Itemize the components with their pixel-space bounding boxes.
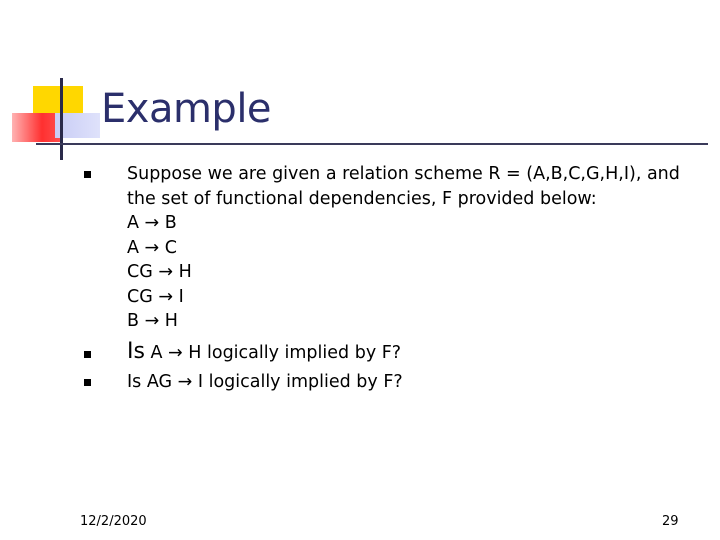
dependency-line: B → H [127,311,178,331]
dependency-line: A → C [127,237,177,258]
bullet-item-question-a-h [84,340,704,366]
slide-title: Example [101,86,272,132]
bullet-list [84,162,704,395]
bullet-text-line: Suppose we are given a relation scheme R = (A,B,C,G,H,I), and [127,164,680,184]
footer-date: 12/2/2020 [80,514,147,529]
bullet-text: A → H logically implied by F? [144,342,402,363]
bullet-text: Is AG → I logically implied by F? [127,372,403,392]
bullet-square-icon [84,379,91,386]
bullet-square-icon [84,351,91,358]
bullet-square-icon [84,171,91,178]
bullet-lead-word: Is [127,338,145,364]
footer-page-number: 29 [662,514,679,529]
bullet-item-question-ag-i [84,370,704,395]
dependency-line: CG → I [127,286,184,307]
logo-vertical-line [60,78,63,160]
bullet-item-relation-scheme [84,162,704,334]
title-underline [36,143,708,145]
dependency-line: CG → H [127,262,192,282]
bullet-text-line: the set of functional dependencies, F provided below: [127,188,597,209]
dependency-line: A → B [127,213,177,233]
